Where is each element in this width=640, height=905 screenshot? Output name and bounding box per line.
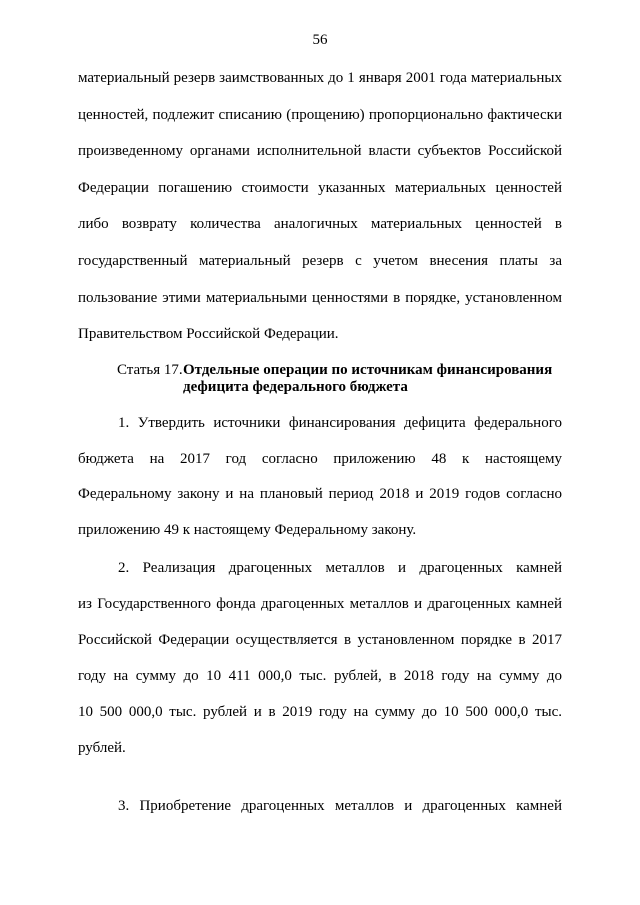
clause-2-paragraph — [78, 550, 562, 766]
text-line: Правительством Российской Федерации. — [78, 326, 339, 343]
text-line: рублей. — [78, 740, 126, 756]
text-line: пользование этими материальными ценностями в порядке, установленном — [78, 289, 562, 306]
text-line: либо возврату количества аналогичных материальных ценностей в — [78, 216, 562, 233]
text-line: Российской Федерации осуществляется в установленном порядке в 2017 — [78, 632, 562, 648]
clause-3-paragraph — [78, 788, 562, 824]
text-line: 3. Приобретение драгоценных металлов и драгоценных камней — [118, 798, 562, 814]
article-label: Статья 17. — [117, 362, 183, 378]
text-line: Федерации погашению стоимости указанных материальных ценностей — [78, 179, 562, 196]
clause-1-paragraph — [78, 406, 562, 549]
text-line: ценностей, подлежит списанию (прощению) пропорционально фактически — [78, 106, 562, 123]
page-number: 56 — [312, 32, 328, 48]
article-title-line: Отдельные операции по источникам финансирования — [183, 362, 553, 378]
text-line: из Государственного фонда драгоценных металлов и драгоценных камней — [78, 596, 562, 612]
text-line: 2. Реализация драгоценных металлов и драгоценных камней — [118, 560, 562, 576]
text-line: приложению 49 к настоящему Федеральному закону. — [78, 522, 417, 539]
text-line: государственный материальный резерв с учетом внесения платы за — [78, 252, 562, 269]
text-line: году на сумму до 10 411 000,0 тыс. рублей, в 2018 году на сумму до — [78, 668, 562, 684]
text-line: произведенному органами исполнительной власти субъектов Российской — [78, 143, 562, 160]
article-title-line: дефицита федерального бюджета — [183, 379, 408, 395]
text-line: бюджета на 2017 год согласно приложению 48 к настоящему — [78, 450, 562, 467]
article-title — [183, 362, 552, 396]
continuation-paragraph — [78, 60, 562, 353]
text-line: 10 500 000,0 тыс. рублей и в 2019 году на сумму до 10 500 000,0 тыс. — [78, 704, 562, 720]
text-line: Федеральному закону и на плановый период 2018 и 2019 годов согласно — [78, 486, 562, 503]
text-line: 1. Утвердить источники финансирования дефицита федерального — [118, 415, 562, 431]
text-line: материальный резерв заимствованных до 1 января 2001 года материальных — [78, 70, 562, 86]
